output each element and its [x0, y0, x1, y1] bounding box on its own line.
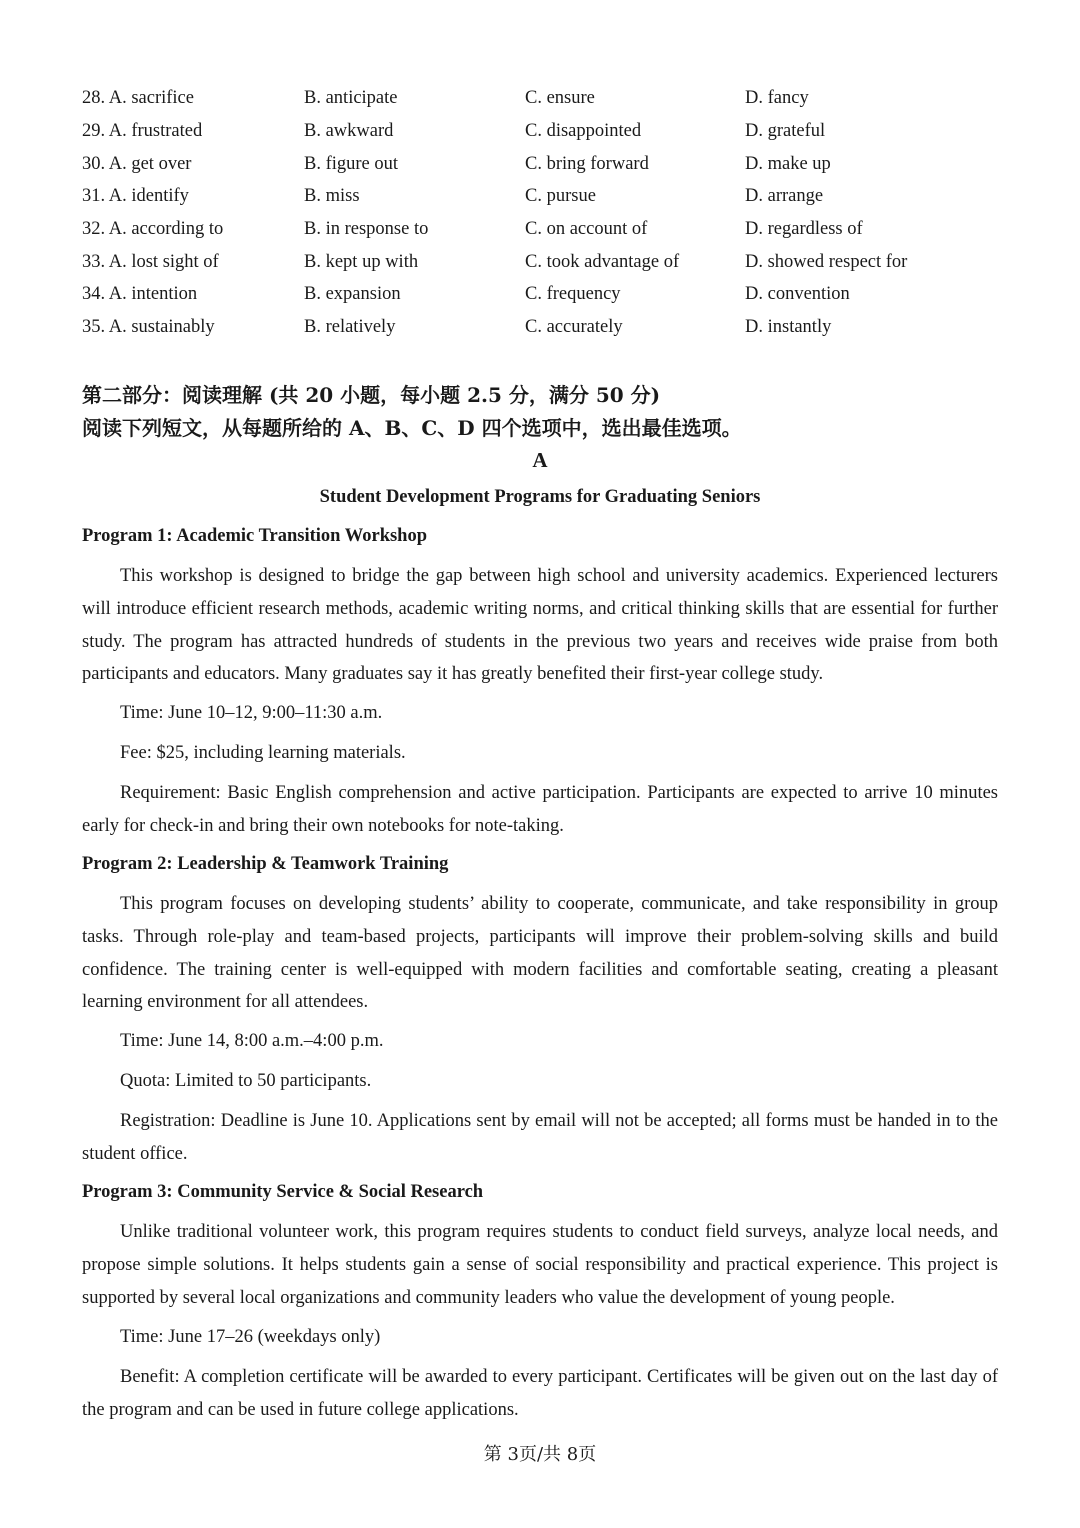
option-b: B. relatively	[304, 317, 396, 337]
program-1-fee: Fee: $25, including learning materials.	[120, 743, 406, 763]
option-c: C. on account of	[525, 219, 648, 239]
program-1-requirement: Requirement: Basic English comprehension and active participation. Participants are expected to arrive 10 minutes early for check-in and bring their own notebooks for note-taking.	[82, 783, 998, 836]
question-row	[0, 121, 1080, 153]
option-a: 35. A. sustainably	[82, 317, 215, 337]
program-3-body: Unlike traditional volunteer work, this program requires students to conduct field surveys, analyze local needs, and propose simple solutions. It helps students gain a sense of social responsibility and practical experience. This project is supported by several local organizations and community leaders who value the development of young people.	[82, 1222, 998, 1308]
program-3-benefit: Benefit: A completion certificate will be awarded to every participant. Certificates will be given out on the last day of the program and can be used in future college applications.	[82, 1367, 998, 1420]
option-b: B. in response to	[304, 219, 429, 239]
option-b: B. figure out	[304, 154, 399, 174]
option-a: 29. A. frustrated	[82, 121, 203, 141]
option-b: B. miss	[304, 186, 360, 206]
page-number: 第 3页/共 8页	[483, 1444, 597, 1465]
option-c: C. pursue	[525, 186, 596, 206]
option-a: 33. A. lost sight of	[82, 252, 219, 272]
option-a: 30. A. get over	[82, 154, 192, 174]
question-row	[0, 219, 1080, 251]
question-row	[0, 284, 1080, 316]
option-c: C. accurately	[525, 317, 623, 337]
program-2-body: This program focuses on developing students’ ability to cooperate, communicate, and take responsibility in group tasks. Through role-play and team-based projects, participants will improve their problem-solving skills and build confidence. The training center is well-equipped with modern facilities and comfortable seating, creating a pleasant learning environment for all attendees.	[82, 894, 998, 1013]
option-a: 32. A. according to	[82, 219, 224, 239]
option-c: C. ensure	[525, 88, 595, 108]
option-d: D. arrange	[745, 186, 824, 206]
option-c: C. took advantage of	[525, 252, 680, 272]
question-row	[0, 88, 1080, 120]
section-instruction: 阅读下列短文，从每题所给的 A、B、C、D 四个选项中，选出最佳选项。	[82, 416, 742, 440]
option-a: 28. A. sacrifice	[82, 88, 194, 108]
option-d: D. convention	[745, 284, 850, 304]
option-d: D. grateful	[745, 121, 826, 141]
option-c: C. disappointed	[525, 121, 642, 141]
option-b: B. kept up with	[304, 252, 419, 272]
option-b: B. awkward	[304, 121, 394, 141]
option-c: C. bring forward	[525, 154, 649, 174]
option-d: D. make up	[745, 154, 831, 174]
program-2-heading: Program 2: Leadership & Teamwork Training	[82, 854, 449, 874]
question-row	[0, 154, 1080, 186]
option-a: 34. A. intention	[82, 284, 198, 304]
option-d: D. instantly	[745, 317, 832, 337]
option-b: B. anticipate	[304, 88, 398, 108]
program-1-heading: Program 1: Academic Transition Workshop	[82, 526, 428, 546]
question-row	[0, 186, 1080, 218]
program-1-time: Time: June 10–12, 9:00–11:30 a.m.	[120, 703, 383, 723]
option-d: D. fancy	[745, 88, 809, 108]
program-3-time: Time: June 17–26 (weekdays only)	[120, 1327, 381, 1347]
program-2-quota: Quota: Limited to 50 participants.	[120, 1071, 372, 1091]
passage-title: Student Development Programs for Graduating Seniors	[319, 487, 761, 507]
option-a: 31. A. identify	[82, 186, 189, 206]
option-d: D. regardless of	[745, 219, 863, 239]
section-title: 第二部分：阅读理解 (共 20 小题，每小题 2.5 分，满分 50 分)	[82, 383, 661, 407]
option-d: D. showed respect for	[745, 252, 908, 272]
question-row	[0, 317, 1080, 349]
option-b: B. expansion	[304, 284, 401, 304]
option-c: C. frequency	[525, 284, 621, 304]
program-2-registration: Registration: Deadline is June 10. Applications sent by email will not be accepted; all forms must be handed in to the student office.	[82, 1111, 998, 1164]
program-1-body: This workshop is designed to bridge the gap between high school and university academics. Experienced lecturers will introduce efficient research methods, academic writing norms, and critical thinking skills that are essential for further study. The program has attracted hundreds of students in the previous two years and receives wide praise from both participants and educators. Many graduates say it has greatly benefited their first-year college study.	[82, 566, 998, 685]
program-2-time: Time: June 14, 8:00 a.m.–4:00 p.m.	[120, 1031, 384, 1051]
program-3-heading: Program 3: Community Service & Social Research	[82, 1182, 484, 1202]
question-row	[0, 252, 1080, 284]
passage-letter: A	[532, 448, 548, 472]
